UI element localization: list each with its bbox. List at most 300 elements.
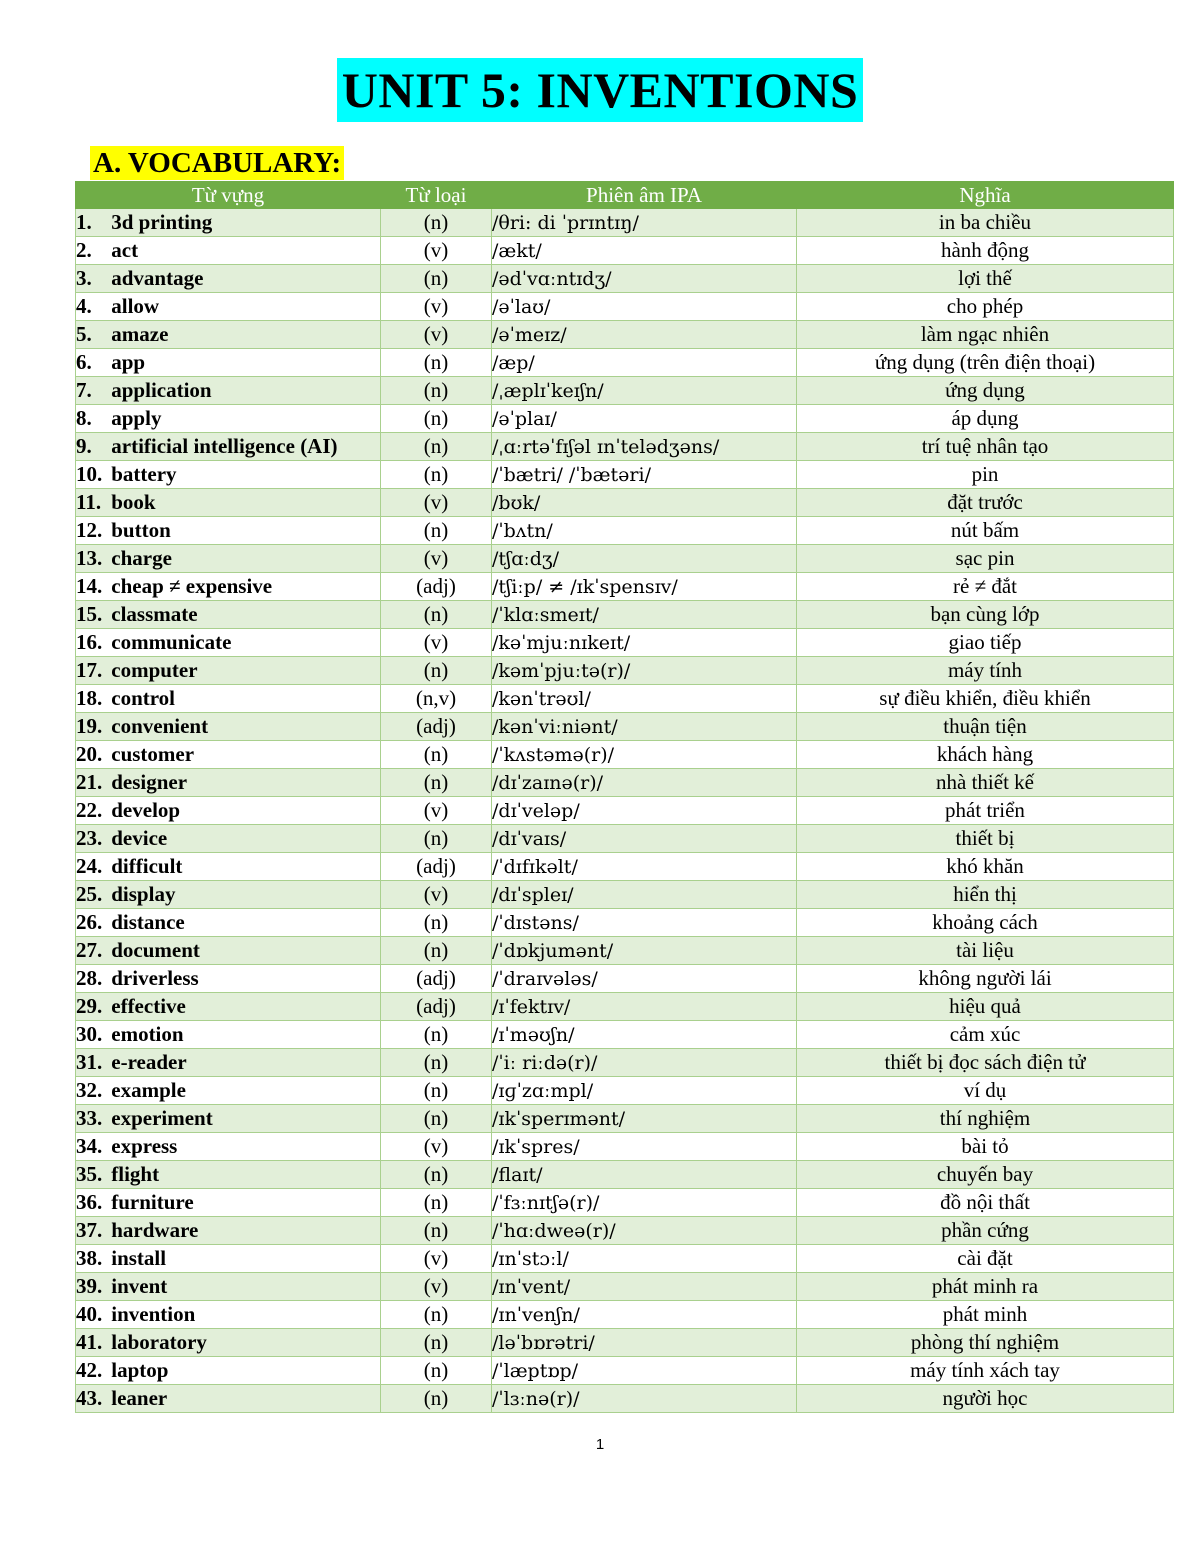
word-cell [76, 797, 381, 825]
ipa-cell: /ɪnˈstɔːl/ [492, 1245, 797, 1273]
row-number: 16. [76, 630, 103, 654]
word-text: difficult [111, 854, 183, 878]
part-of-speech-cell: (n) [381, 1189, 492, 1217]
word-text: furniture [111, 1190, 194, 1214]
ipa-cell: /kənˈtrəʊl/ [492, 685, 797, 713]
part-of-speech-cell: (v) [381, 1273, 492, 1301]
vocabulary-table [75, 181, 1174, 1413]
ipa-cell: /ˈdraɪvələs/ [492, 965, 797, 993]
meaning-cell: đặt trước [797, 489, 1174, 517]
row-number: 20. [76, 742, 103, 766]
part-of-speech-cell: (adj) [381, 713, 492, 741]
word-text: display [111, 882, 176, 906]
row-number: 4. [76, 294, 92, 318]
word-text: invention [111, 1302, 196, 1326]
part-of-speech-cell: (n) [381, 1217, 492, 1245]
word-text: designer [111, 770, 188, 794]
word-text: example [111, 1078, 186, 1102]
row-number: 24. [76, 854, 103, 878]
table-row [76, 377, 1174, 405]
table-row [76, 433, 1174, 461]
word-text: classmate [111, 602, 198, 626]
meaning-cell: hiệu quả [797, 993, 1174, 1021]
table-header-row [76, 182, 1174, 209]
meaning-cell: khó khăn [797, 853, 1174, 881]
ipa-cell: /ˌæplɪˈkeɪʃn/ [492, 377, 797, 405]
word-cell [76, 965, 381, 993]
ipa-cell: /flaɪt/ [492, 1161, 797, 1189]
row-number: 7. [76, 378, 92, 402]
ipa-cell: /əˈlaʊ/ [492, 293, 797, 321]
part-of-speech-cell: (v) [381, 293, 492, 321]
meaning-cell: nút bấm [797, 517, 1174, 545]
word-text: book [111, 490, 156, 514]
row-number: 15. [76, 602, 103, 626]
meaning-cell: máy tính [797, 657, 1174, 685]
part-of-speech-cell: (n,v) [381, 685, 492, 713]
header-part-of-speech: Từ loại [381, 182, 492, 209]
ipa-cell: /tʃiːp/ ≠ /ɪkˈspensɪv/ [492, 573, 797, 601]
table-row [76, 601, 1174, 629]
table-row [76, 881, 1174, 909]
meaning-cell: sạc pin [797, 545, 1174, 573]
table-row [76, 1189, 1174, 1217]
word-cell [76, 1357, 381, 1385]
row-number: 8. [76, 406, 92, 430]
row-number: 22. [76, 798, 103, 822]
part-of-speech-cell: (n) [381, 377, 492, 405]
word-text: distance [111, 910, 185, 934]
table-row [76, 965, 1174, 993]
ipa-cell: /æp/ [492, 349, 797, 377]
word-cell [76, 1301, 381, 1329]
part-of-speech-cell: (n) [381, 601, 492, 629]
word-text: artificial intelligence (AI) [111, 434, 338, 458]
word-text: convenient [111, 714, 209, 738]
row-number: 23. [76, 826, 103, 850]
row-number: 17. [76, 658, 103, 682]
word-text: control [111, 686, 176, 710]
row-number: 19. [76, 714, 103, 738]
table-row [76, 1049, 1174, 1077]
ipa-cell: /ˌɑːrtəˈfɪʃəl ɪnˈtelədʒəns/ [492, 433, 797, 461]
table-row [76, 321, 1174, 349]
ipa-cell: /ˈbætri/ /ˈbætəri/ [492, 461, 797, 489]
word-cell [76, 713, 381, 741]
meaning-cell: rẻ ≠ đắt [797, 573, 1174, 601]
part-of-speech-cell: (adj) [381, 993, 492, 1021]
ipa-cell: /ˈlæptɒp/ [492, 1357, 797, 1385]
meaning-cell: máy tính xách tay [797, 1357, 1174, 1385]
ipa-cell: /ˈbʌtn/ [492, 517, 797, 545]
word-text: device [111, 826, 168, 850]
part-of-speech-cell: (n) [381, 349, 492, 377]
part-of-speech-cell: (n) [381, 1385, 492, 1413]
word-cell [76, 937, 381, 965]
table-row [76, 573, 1174, 601]
word-text: laptop [111, 1358, 169, 1382]
ipa-cell: /ɪˈməʊʃn/ [492, 1021, 797, 1049]
ipa-cell: /əˈplaɪ/ [492, 405, 797, 433]
row-number: 38. [76, 1246, 103, 1270]
table-row [76, 1077, 1174, 1105]
part-of-speech-cell: (n) [381, 1105, 492, 1133]
ipa-cell: /ˈdɒkjumənt/ [492, 937, 797, 965]
word-text: app [111, 350, 146, 374]
part-of-speech-cell: (adj) [381, 573, 492, 601]
row-number: 3. [76, 266, 92, 290]
meaning-cell: phòng thí nghiệm [797, 1329, 1174, 1357]
word-cell [76, 1021, 381, 1049]
word-cell [76, 825, 381, 853]
meaning-cell: hành động [797, 237, 1174, 265]
word-text: application [111, 378, 212, 402]
table-row [76, 461, 1174, 489]
part-of-speech-cell: (n) [381, 1301, 492, 1329]
row-number: 14. [76, 574, 103, 598]
table-row [76, 1385, 1174, 1413]
ipa-cell: /ˈklɑːsmeɪt/ [492, 601, 797, 629]
ipa-cell: /ˈlɜːnə(r)/ [492, 1385, 797, 1413]
part-of-speech-cell: (n) [381, 1329, 492, 1357]
table-row [76, 489, 1174, 517]
section-heading: A. VOCABULARY: [90, 146, 344, 180]
word-cell [76, 405, 381, 433]
part-of-speech-cell: (n) [381, 909, 492, 937]
word-cell [76, 293, 381, 321]
word-cell [76, 517, 381, 545]
meaning-cell: in ba chiều [797, 209, 1174, 237]
word-cell [76, 209, 381, 237]
word-cell [76, 629, 381, 657]
meaning-cell: cảm xúc [797, 1021, 1174, 1049]
ipa-cell: /bʊk/ [492, 489, 797, 517]
header-ipa: Phiên âm IPA [492, 182, 797, 209]
part-of-speech-cell: (n) [381, 1161, 492, 1189]
table-row [76, 685, 1174, 713]
word-cell [76, 881, 381, 909]
table-row [76, 1273, 1174, 1301]
word-text: develop [111, 798, 181, 822]
row-number: 28. [76, 966, 103, 990]
meaning-cell: ứng dụng [797, 377, 1174, 405]
ipa-cell: /dɪˈspleɪ/ [492, 881, 797, 909]
ipa-cell: /dɪˈzaɪnə(r)/ [492, 769, 797, 797]
table-row [76, 713, 1174, 741]
meaning-cell: làm ngạc nhiên [797, 321, 1174, 349]
word-cell [76, 1049, 381, 1077]
table-row [76, 1357, 1174, 1385]
part-of-speech-cell: (n) [381, 741, 492, 769]
meaning-cell: hiển thị [797, 881, 1174, 909]
header-meaning: Nghĩa [797, 182, 1174, 209]
ipa-cell: /ɪkˈsperɪmənt/ [492, 1105, 797, 1133]
meaning-cell: người học [797, 1385, 1174, 1413]
meaning-cell: chuyến bay [797, 1161, 1174, 1189]
meaning-cell: phát triển [797, 797, 1174, 825]
meaning-cell: bài tỏ [797, 1133, 1174, 1161]
table-body [76, 209, 1174, 1413]
word-cell [76, 657, 381, 685]
ipa-cell: /əˈmeɪz/ [492, 321, 797, 349]
meaning-cell: phát minh ra [797, 1273, 1174, 1301]
part-of-speech-cell: (n) [381, 825, 492, 853]
meaning-cell: thiết bị đọc sách điện tử [797, 1049, 1174, 1077]
row-number: 10. [76, 462, 103, 486]
part-of-speech-cell: (v) [381, 881, 492, 909]
table-row [76, 1245, 1174, 1273]
table-row [76, 1217, 1174, 1245]
part-of-speech-cell: (n) [381, 265, 492, 293]
ipa-cell: /ˈkʌstəmə(r)/ [492, 741, 797, 769]
meaning-cell: sự điều khiển, điều khiển [797, 685, 1174, 713]
word-cell [76, 489, 381, 517]
row-number: 12. [76, 518, 103, 542]
word-text: flight [111, 1162, 160, 1186]
word-cell [76, 573, 381, 601]
row-number: 37. [76, 1218, 103, 1242]
table-row [76, 853, 1174, 881]
part-of-speech-cell: (v) [381, 545, 492, 573]
ipa-cell: /ɪkˈspres/ [492, 1133, 797, 1161]
meaning-cell: phần cứng [797, 1217, 1174, 1245]
table-row [76, 1301, 1174, 1329]
meaning-cell: cho phép [797, 293, 1174, 321]
part-of-speech-cell: (v) [381, 1133, 492, 1161]
part-of-speech-cell: (n) [381, 209, 492, 237]
row-number: 32. [76, 1078, 103, 1102]
page-title: UNIT 5: INVENTIONS [337, 58, 864, 122]
word-text: hardware [111, 1218, 199, 1242]
ipa-cell: /ˈfɜːnɪtʃə(r)/ [492, 1189, 797, 1217]
part-of-speech-cell: (n) [381, 937, 492, 965]
meaning-cell: đồ nội thất [797, 1189, 1174, 1217]
part-of-speech-cell: (adj) [381, 965, 492, 993]
row-number: 1. [76, 210, 92, 234]
ipa-cell: /θri: di ˈprɪntɪŋ/ [492, 209, 797, 237]
row-number: 18. [76, 686, 103, 710]
word-text: act [111, 238, 139, 262]
word-text: leaner [111, 1386, 168, 1410]
word-text: button [111, 518, 171, 542]
word-cell [76, 265, 381, 293]
word-text: invent [111, 1274, 168, 1298]
word-cell [76, 1245, 381, 1273]
word-text: experiment [111, 1106, 213, 1130]
ipa-cell: /ˈhɑːdweə(r)/ [492, 1217, 797, 1245]
part-of-speech-cell: (adj) [381, 853, 492, 881]
meaning-cell: ví dụ [797, 1077, 1174, 1105]
part-of-speech-cell: (v) [381, 797, 492, 825]
meaning-cell: thiết bị [797, 825, 1174, 853]
part-of-speech-cell: (v) [381, 321, 492, 349]
part-of-speech-cell: (n) [381, 433, 492, 461]
table-row [76, 237, 1174, 265]
table-row [76, 209, 1174, 237]
row-number: 26. [76, 910, 103, 934]
word-cell [76, 909, 381, 937]
part-of-speech-cell: (n) [381, 461, 492, 489]
word-cell [76, 1273, 381, 1301]
row-number: 27. [76, 938, 103, 962]
title-container [0, 58, 1200, 122]
row-number: 41. [76, 1330, 103, 1354]
word-text: allow [111, 294, 160, 318]
ipa-cell: /ˈdɪstəns/ [492, 909, 797, 937]
part-of-speech-cell: (n) [381, 517, 492, 545]
part-of-speech-cell: (v) [381, 489, 492, 517]
meaning-cell: thí nghiệm [797, 1105, 1174, 1133]
word-cell [76, 545, 381, 573]
row-number: 31. [76, 1050, 103, 1074]
row-number: 9. [76, 434, 92, 458]
row-number: 43. [76, 1386, 103, 1410]
table-row [76, 937, 1174, 965]
row-number: 40. [76, 1302, 103, 1326]
row-number: 39. [76, 1274, 103, 1298]
meaning-cell: không người lái [797, 965, 1174, 993]
table-row [76, 1161, 1174, 1189]
word-cell [76, 433, 381, 461]
word-cell [76, 769, 381, 797]
word-text: install [111, 1246, 167, 1270]
meaning-cell: khách hàng [797, 741, 1174, 769]
ipa-cell: /kəmˈpjuːtə(r)/ [492, 657, 797, 685]
word-cell [76, 685, 381, 713]
word-text: 3d printing [111, 210, 213, 234]
row-number: 35. [76, 1162, 103, 1186]
word-text: customer [111, 742, 195, 766]
word-cell [76, 349, 381, 377]
table-row [76, 545, 1174, 573]
part-of-speech-cell: (v) [381, 629, 492, 657]
table-row [76, 769, 1174, 797]
word-text: charge [111, 546, 172, 570]
ipa-cell: /kəˈmjuːnɪkeɪt/ [492, 629, 797, 657]
row-number: 5. [76, 322, 92, 346]
table-row [76, 517, 1174, 545]
meaning-cell: thuận tiện [797, 713, 1174, 741]
ipa-cell: /dɪˈveləp/ [492, 797, 797, 825]
ipa-cell: /ədˈvɑːntɪdʒ/ [492, 265, 797, 293]
table-row [76, 629, 1174, 657]
meaning-cell: lợi thế [797, 265, 1174, 293]
word-cell [76, 1133, 381, 1161]
word-text: driverless [111, 966, 199, 990]
ipa-cell: /ækt/ [492, 237, 797, 265]
part-of-speech-cell: (n) [381, 1021, 492, 1049]
word-cell [76, 1385, 381, 1413]
word-cell [76, 237, 381, 265]
row-number: 34. [76, 1134, 103, 1158]
ipa-cell: /dɪˈvaɪs/ [492, 825, 797, 853]
ipa-cell: /tʃɑːdʒ/ [492, 545, 797, 573]
page-number: 1 [595, 1436, 605, 1453]
word-text: emotion [111, 1022, 184, 1046]
word-text: e-reader [111, 1050, 187, 1074]
word-text: cheap ≠ expensive [111, 574, 273, 598]
table-row [76, 293, 1174, 321]
part-of-speech-cell: (n) [381, 405, 492, 433]
word-cell [76, 1077, 381, 1105]
meaning-cell: tài liệu [797, 937, 1174, 965]
ipa-cell: /ɪɡˈzɑːmpl/ [492, 1077, 797, 1105]
word-cell [76, 1105, 381, 1133]
meaning-cell: nhà thiết kế [797, 769, 1174, 797]
word-text: battery [111, 462, 177, 486]
row-number: 13. [76, 546, 103, 570]
row-number: 2. [76, 238, 92, 262]
table-row [76, 349, 1174, 377]
word-text: document [111, 938, 200, 962]
word-cell [76, 1189, 381, 1217]
word-cell [76, 853, 381, 881]
part-of-speech-cell: (n) [381, 1077, 492, 1105]
table-row [76, 825, 1174, 853]
table-row [76, 797, 1174, 825]
meaning-cell: áp dụng [797, 405, 1174, 433]
table-row [76, 1133, 1174, 1161]
row-number: 6. [76, 350, 92, 374]
row-number: 30. [76, 1022, 103, 1046]
word-text: effective [111, 994, 186, 1018]
word-cell [76, 1217, 381, 1245]
word-text: apply [111, 406, 162, 430]
meaning-cell: giao tiếp [797, 629, 1174, 657]
ipa-cell: /kənˈviːniənt/ [492, 713, 797, 741]
ipa-cell: /ɪnˈvenʃn/ [492, 1301, 797, 1329]
table-row [76, 657, 1174, 685]
table-row [76, 265, 1174, 293]
table-row [76, 741, 1174, 769]
word-cell [76, 461, 381, 489]
table-row [76, 909, 1174, 937]
word-text: communicate [111, 630, 232, 654]
part-of-speech-cell: (n) [381, 1049, 492, 1077]
ipa-cell: /ɪnˈvent/ [492, 1273, 797, 1301]
table-row [76, 1329, 1174, 1357]
row-number: 25. [76, 882, 103, 906]
header-word: Từ vựng [76, 182, 381, 209]
row-number: 21. [76, 770, 103, 794]
row-number: 11. [76, 490, 102, 514]
word-cell [76, 741, 381, 769]
word-cell [76, 377, 381, 405]
meaning-cell: pin [797, 461, 1174, 489]
meaning-cell: khoảng cách [797, 909, 1174, 937]
meaning-cell: cài đặt [797, 1245, 1174, 1273]
part-of-speech-cell: (n) [381, 657, 492, 685]
word-text: express [111, 1134, 178, 1158]
table-row [76, 405, 1174, 433]
row-number: 36. [76, 1190, 103, 1214]
row-number: 33. [76, 1106, 103, 1130]
part-of-speech-cell: (n) [381, 1357, 492, 1385]
word-text: computer [111, 658, 198, 682]
row-number: 29. [76, 994, 103, 1018]
word-text: amaze [111, 322, 169, 346]
part-of-speech-cell: (v) [381, 1245, 492, 1273]
ipa-cell: /ˈiː riːdə(r)/ [492, 1049, 797, 1077]
word-cell [76, 1329, 381, 1357]
word-cell [76, 601, 381, 629]
part-of-speech-cell: (n) [381, 769, 492, 797]
row-number: 42. [76, 1358, 103, 1382]
table-row [76, 993, 1174, 1021]
table-row [76, 1021, 1174, 1049]
meaning-cell: bạn cùng lớp [797, 601, 1174, 629]
word-cell [76, 993, 381, 1021]
